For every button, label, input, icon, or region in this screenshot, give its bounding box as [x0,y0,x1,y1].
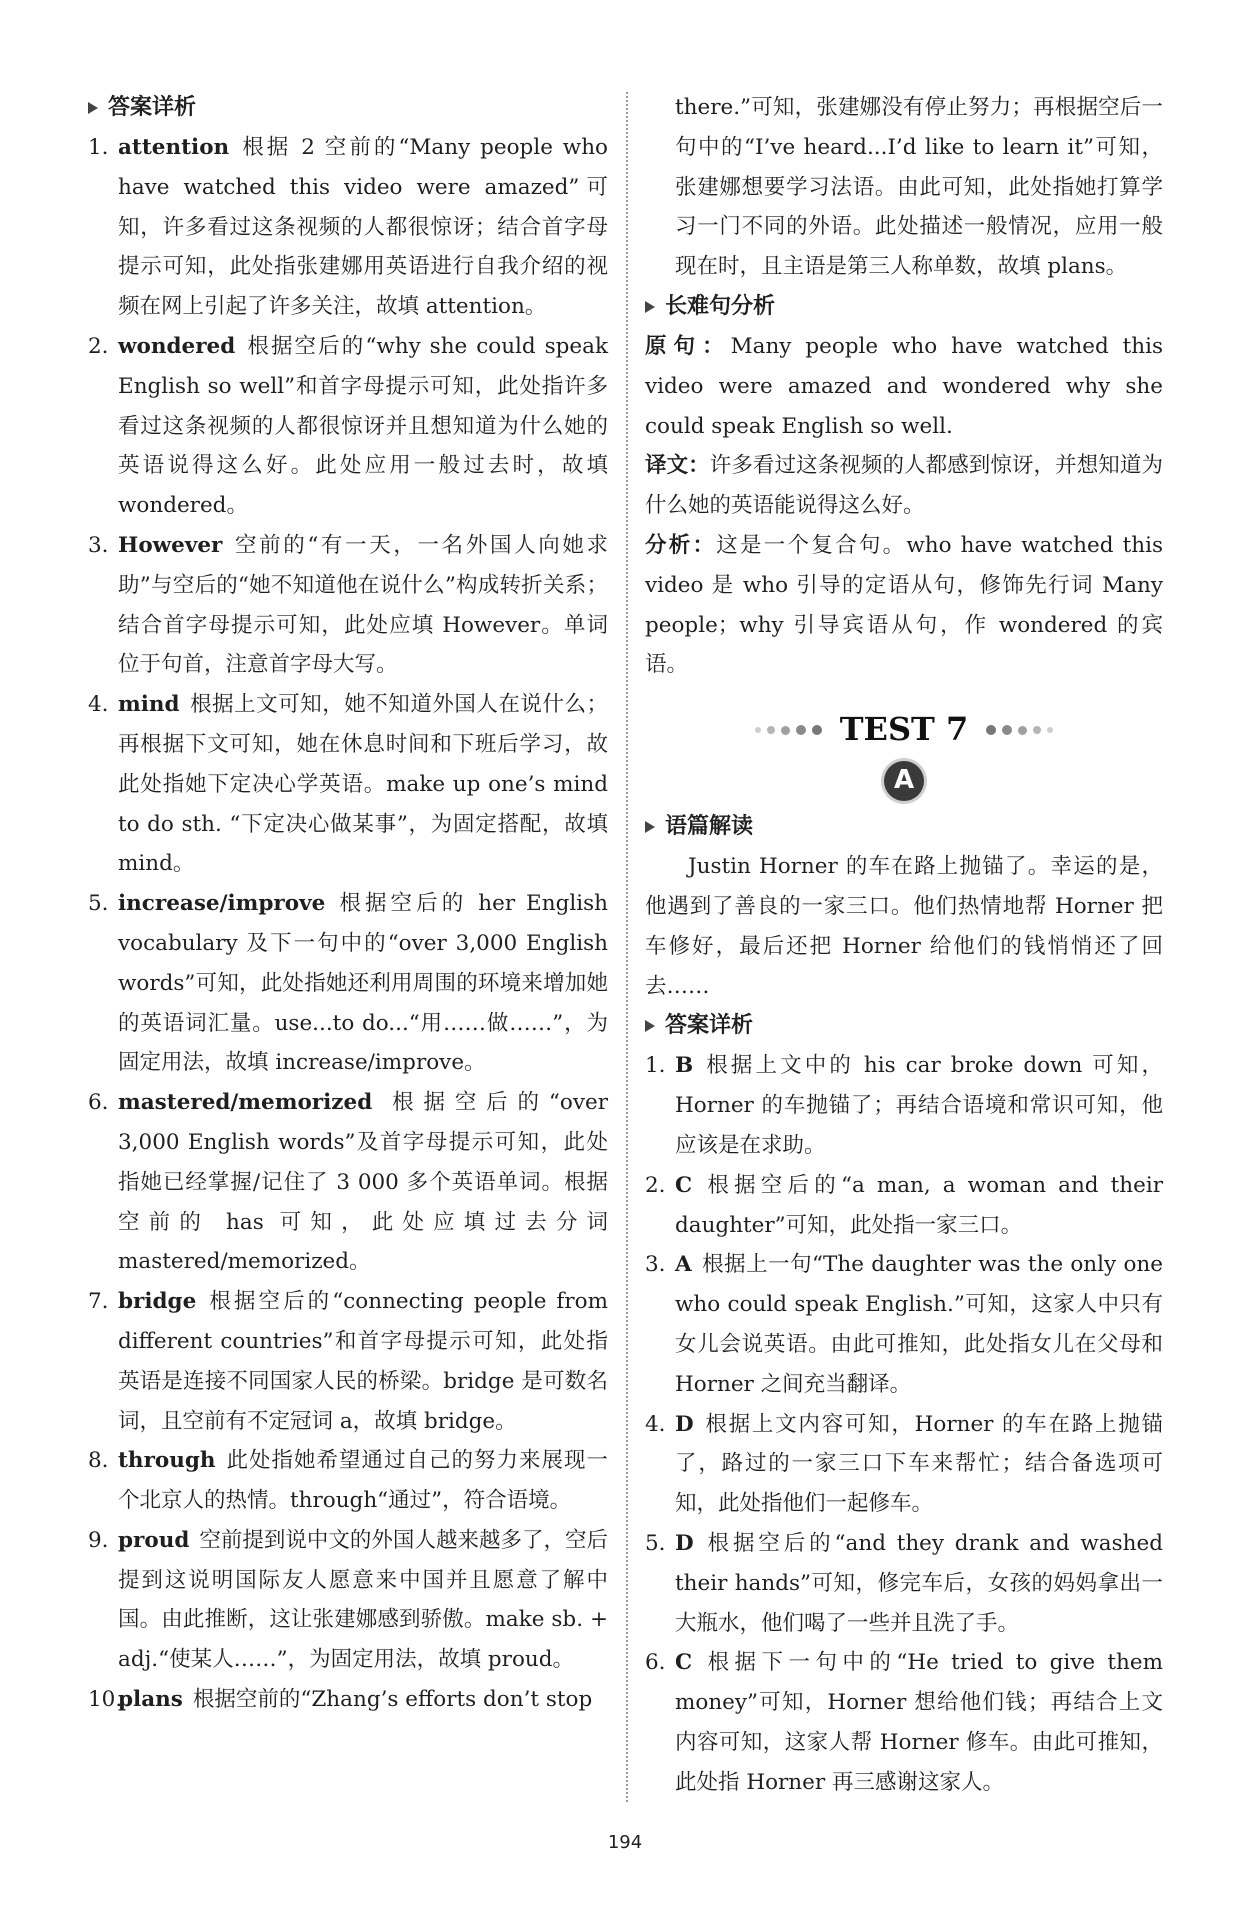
triangle-bullet-icon [645,821,655,833]
page-number: 194 [607,1832,643,1853]
answer-item [88,1680,608,1720]
triangle-bullet-icon [645,1020,655,1032]
right-dots-decoration [986,725,1053,735]
item-number: 9. [88,1527,109,1553]
continuation-text: there.”可知，张建娜没有停止努力；再根据空后一句中的“I’ve heard...I’d like to learn it”可知，张建娜想要学习法语。由此可知，此处指她打算学习一门不同的外语。此处描述一般情况，应用一般现在时，且主语是第三人称单数，故填 plans。 [675,95,1163,280]
answer-explanation: 根据上文中的 his car broke down 可知，Horner 的车抛锚了；再结合语境和常识可知，他应该是在求助。 [675,1053,1163,1158]
item-body [675,1046,1163,1165]
item-number: 4. [645,1411,666,1437]
item-number: 6. [88,1090,109,1116]
item-body [118,1680,608,1720]
section-heading-answers: 答案详析 [88,88,608,128]
item-body [675,1166,1163,1246]
answer-explanation: 空前的“有一天，一名外国人向她求助”与空后的“她不知道他在说什么”构成转折关系；结合首字母提示可知，此处应填 However。单词位于句首，注意首字母大写。 [118,532,608,678]
section-heading-long-sentence: 长难句分析 [645,287,1163,327]
answer-key: through [118,1448,216,1474]
answer-explanation: 根据下一句中的“He tried to give them money”可知，Horner 想给他们钱；再结合上文内容可知，这家人帮 Horner 修车。由此可推知，此处指 Horner 再三感谢这家人。 [675,1650,1163,1795]
answer-key: mastered/memorized [118,1090,373,1116]
test-heading [645,707,1163,753]
answer-item [88,526,608,685]
answer-explanation: 根据空后的“why she could speak English so well”和首字母提示可知，此处指许多看过这条视频的人都很惊讶并且想知道为什么她的英语说得这么好。此处应用一般过去时，故填 wondered。 [118,333,608,519]
answer-explanation: 根据空前的“Zhang’s efforts don’t stop [192,1687,593,1713]
answer-explanation: 此处指她希望通过自己的努力来展现一个北京人的热情。through“通过”，符合语境。 [118,1448,608,1514]
item-body [118,526,608,685]
answer-explanation: 根据空后的“over 3,000 English words”及首字母提示可知，此处指她已经掌握/记住了 3 000 多个英语单词。根据空前的 has 可知，此处应填过去分词 mastered/memorized。 [118,1090,608,1275]
section-heading-answers-2: 答案详析 [645,1006,1163,1046]
item-body [675,1524,1163,1643]
answer-explanation: 根据上文内容可知，Horner 的车在路上抛锚了，路过的一家三口下车来帮忙；结合备选项可知，此处指他们一起修车。 [675,1411,1163,1517]
answer-list-right [645,1046,1163,1802]
answer-item [645,1046,1163,1165]
answer-explanation: 根据空后的 her English vocabulary 及下一句中的“over 3,000 English words”可知，此处指她还利用周围的环境来增加她的英语词汇量。use...to do...“用……做……”，为固定用法，故填 increase/improve。 [118,891,608,1076]
answer-item [88,1083,608,1282]
item-number: 2. [645,1172,666,1198]
original-sentence: 原句：Many people who have watched this video were amazed and wondered why she could speak English so well. [645,333,1163,439]
answer-item [88,128,608,327]
answer-key: plans [118,1687,183,1713]
item-number: 5. [88,891,109,917]
item-number: 8. [88,1448,109,1474]
answer-item [645,1166,1163,1246]
item-number: 5. [645,1530,666,1556]
right-column [645,88,1163,1802]
answer-key: increase/improve [118,891,326,917]
item-number: 3. [645,1252,666,1278]
item-number: 4. [88,692,109,718]
answer-key: A [675,1252,692,1278]
triangle-bullet-icon [645,301,655,313]
answer-explanation: 根据空后的“and they drank and washed their hands”可知，修完车后，女孩的妈妈拿出一大瓶水，他们喝了一些并且洗了手。 [675,1530,1163,1636]
left-column [88,88,608,1720]
answer-item [645,1524,1163,1643]
item-number: 1. [88,135,109,160]
answer-key: wondered [118,333,236,359]
answer-item [88,1282,608,1441]
item-body [118,685,608,884]
answer-key: bridge [118,1289,197,1315]
answer-item [88,1441,608,1521]
answer-item [645,1643,1163,1802]
column-divider [626,92,628,1802]
answer-key: C [675,1172,693,1198]
answer-item [88,327,608,526]
item-body [118,1083,608,1282]
answer-key: B [675,1053,694,1079]
answer-explanation: 空前提到说中文的外国人越来越多了，空后提到这说明国际友人愿意来中国并且愿意了解中国。由此推断，这让张建娜感到骄傲。make sb. + adj.“使某人……”，为固定用法，故填 proud。 [118,1527,608,1673]
triangle-bullet-icon [88,102,98,114]
answer-item [88,685,608,884]
item-body [675,1643,1163,1802]
item-number: 1. [645,1053,666,1079]
item-number: 2. [88,333,109,359]
answer-key: attention [118,135,230,160]
section-a-badge: A [884,761,924,801]
left-dots-decoration [755,725,822,735]
answer-explanation: 根据上文可知，她不知道外国人在说什么；再根据下文可知，她在休息时间和下班后学习，故此处指她下定决心学英语。make up one’s mind to do sth. “下定决心做某事”，为固定搭配，故填 mind。 [118,692,608,877]
translation: 译文：许多看过这条视频的人都感到惊讶，并想知道为什么她的英语能说得这么好。 [645,453,1163,519]
item-body [675,1245,1163,1404]
item-body [118,327,608,526]
answer-item [88,884,608,1083]
answer-explanation: 根据上一句“The daughter was the only one who could speak English.”可知，这家人中只有女儿会说英语。由此可推知，此处指女儿在父母和 Horner 之间充当翻译。 [675,1252,1163,1397]
answer-item [645,1405,1163,1524]
item-body [118,1441,608,1521]
answer-explanation: 根据空后的“a man, a woman and their daughter”可知，此处指一家三口。 [675,1172,1163,1238]
test-title: TEST 7 [839,710,969,749]
answer-item [88,1521,608,1680]
answer-key: D [675,1411,694,1437]
answer-explanation: 根据空后的“connecting people from different countries”和首字母提示可知，此处指英语是连接不同国家人民的桥梁。bridge 是可数名词，且空前有不定冠词 a，故填 bridge。 [118,1289,608,1434]
item-number: 7. [88,1289,109,1315]
answer-key: However [118,532,223,558]
answer-key: mind [118,692,180,718]
passage-summary: Justin Horner 的车在路上抛锚了。幸运的是，他遇到了善良的一家三口。他们热情地帮 Horner 把车修好，最后还把 Horner 给他们的钱悄悄还了回去…… [645,854,1163,999]
item-body [118,1282,608,1441]
section-heading-passage: 语篇解读 [645,807,1163,847]
answer-key: D [675,1530,694,1556]
section-badge-wrap [645,761,1163,801]
answer-key: proud [118,1527,190,1553]
answer-explanation: 根据 2 空前的“Many people who have watched this video were amazed”可知，许多看过这条视频的人都很惊讶；结合首字母提示可知，此处指张建娜用英语进行自我介绍的视频在网上引起了许多关注，故填 attention。 [118,135,608,320]
item-body [675,1405,1163,1524]
analysis: 分析：这是一个复合句。who have watched this video 是 who 引导的定语从句，修饰先行词 Many people；why 引导宾语从句，作 wondered 的宾语。 [645,532,1163,678]
answer-list-left [88,128,608,1720]
item-body [118,1521,608,1680]
item-body [118,884,608,1083]
item-number: 6. [645,1650,666,1676]
item-number: 3. [88,532,109,558]
answer-key: C [675,1650,693,1676]
item-body [118,128,608,327]
answer-item [645,1245,1163,1404]
item-number: 10. [88,1687,123,1713]
